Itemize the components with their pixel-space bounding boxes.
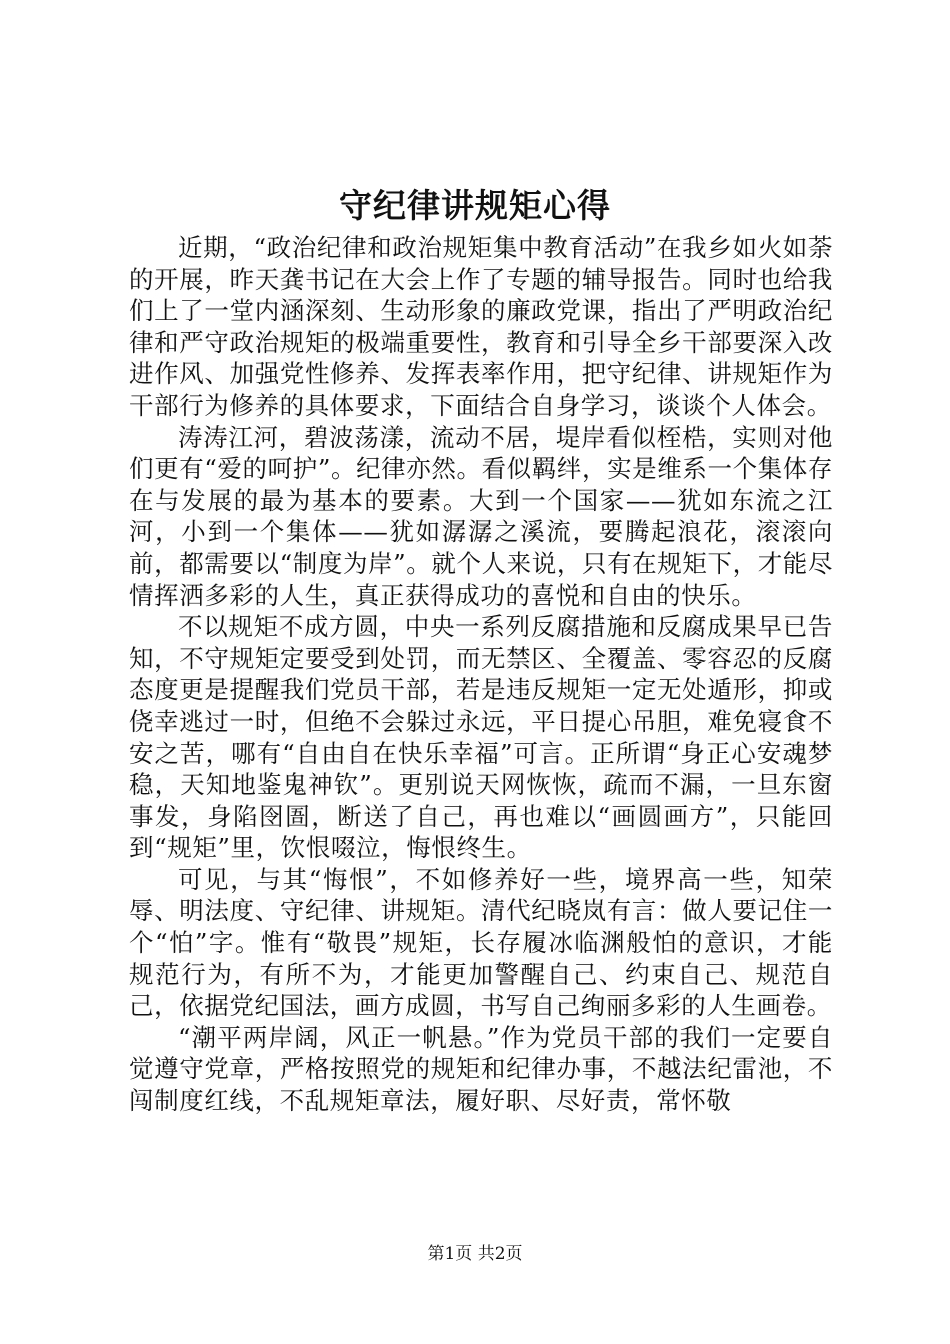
page-indicator: 第1页 共2页 xyxy=(427,1244,523,1264)
paragraph-4: 可见，与其“悔恨”，不如修养好一些，境界高一些，知荣辱、明法度、守纪律、讲规矩。清代纪晓岚有言：做人要记住一个“怕”字。惟有“敬畏”规矩，长存履冰临渊般怕的意识，才能规范行为，有所不为，才能更加警醒自己、约束自己、规范自己，依据党纪国法，画方成圆，书写自己绚丽多彩的人生画卷。 xyxy=(129,864,833,1021)
paragraph-5: “潮平两岸阔，风正一帆悬。”作为党员干部的我们一定要自觉遵守党章，严格按照党的规矩和纪律办事，不越法纪雷池，不闯制度红线，不乱规矩章法，履好职、尽好责，常怀敬 xyxy=(129,1022,833,1116)
paragraph-1: 近期，“政治纪律和政治规矩集中教育活动”在我乡如火如荼的开展，昨天龚书记在大会上作了专题的辅导报告。同时也给我们上了一堂内涵深刻、生动形象的廉政党课，指出了严明政治纪律和严守政治规矩的极端重要性，教育和引导全乡干部要深入改进作风、加强党性修养、发挥表率作用，把守纪律、讲规矩作为干部行为修养的具体要求，下面结合自身学习，谈谈个人体会。 xyxy=(129,233,833,420)
document-title: 守纪律讲规矩心得 xyxy=(339,186,611,225)
paragraph-2: 涛涛江河，碧波荡漾，流动不居，堤岸看似桎梏，实则对他们更有“爱的呵护”。纪律亦然。看似羁绊，实是维系一个集体存在与发展的最为基本的要素。大到一个国家——犹如东流之江河，小到一个集体——犹如潺潺之溪流，要腾起浪花，滚滚向前，都需要以“制度为岸”。就个人来说，只有在规矩下，才能尽情挥洒多彩的人生，真正获得成功的喜悦和自由的快乐。 xyxy=(129,422,833,610)
paragraph-3: 不以规矩不成方圆，中央一系列反腐措施和反腐成果早已告知，不守规矩定要受到处罚，而无禁区、全覆盖、零容忍的反腐态度更是提醒我们党员干部，若是违反规矩一定无处遁形，抑或侥幸逃过一时，但绝不会躲过永远，平日提心吊胆，难免寝食不安之苦，哪有“自由自在快乐幸福”可言。正所谓“身正心安魂梦稳，天知地鉴鬼神钦”。更别说天网恢恢，疏而不漏，一旦东窗事发，身陷囹圄，断送了自己，再也难以“画圆画方”，只能回到“规矩”里，饮恨啜泣，悔恨终生。 xyxy=(129,612,833,863)
page-footer xyxy=(0,1242,950,1266)
document-body xyxy=(129,232,833,1117)
